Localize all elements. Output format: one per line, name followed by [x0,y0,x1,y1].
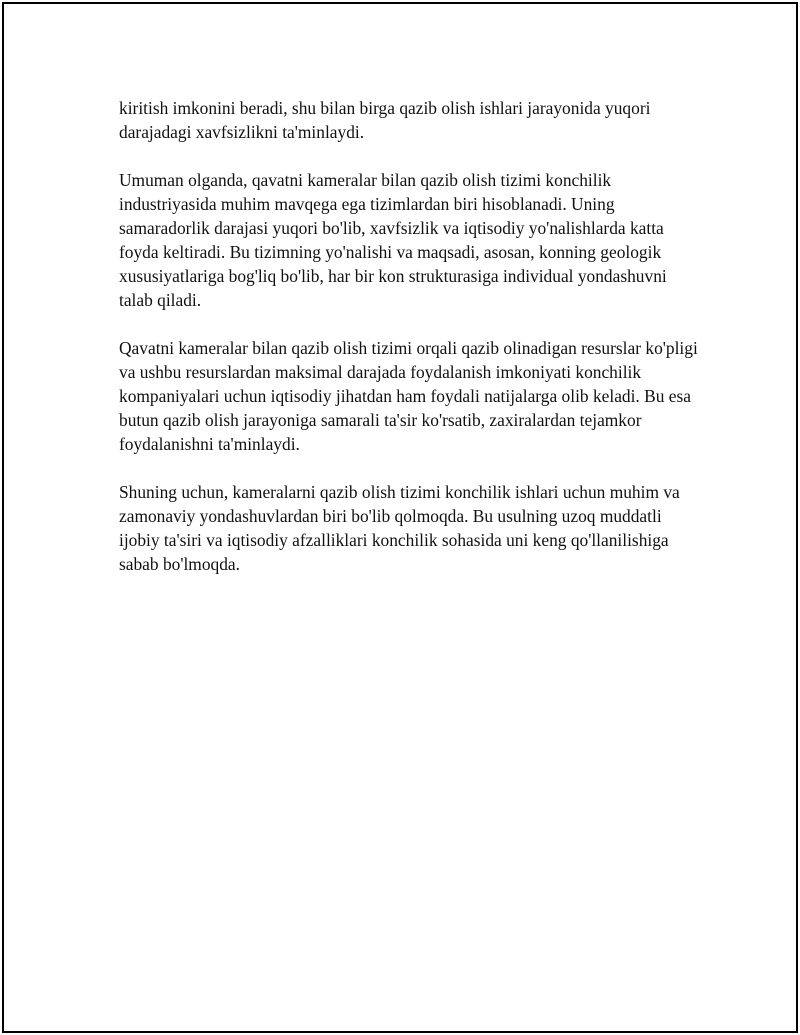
page-frame [2,2,798,1033]
paragraph-1: kiritish imkonini beradi, shu bilan birga qazib olish ishlari jarayonida yuqori darajadagi xavfsizlikni ta'minlaydi. [119,98,651,142]
paragraph-4: Shuning uchun, kameralarni qazib olish tizimi konchilik ishlari uchun muhim va zamonaviy yondashuvlardan biri bo'lib qolmoqda. Bu usulning uzoq muddatli ijobiy ta'siri va iqtisodiy afzalliklari konchilik sohasida uni keng qo'llanilishiga sabab bo'lmoqda. [119,482,680,574]
paragraph-2: Umuman olganda, qavatni kameralar bilan qazib olish tizimi konchilik industriyasida muhim mavqega ega tizimlardan biri hisoblanadi. Uning samaradorlik darajasi yuqori bo'lib, xavfsizlik va iqtisodiy yo'nalishlarda katta foyda keltiradi. Bu tizimning yo'nalishi va maqsadi, asosan, konning geologik xususiyatlariga bog'liq bo'lib, har bir kon strukturasiga individual yondashuvni talab qiladi. [119,170,667,310]
document-body [119,96,699,600]
paragraph-3: Qavatni kameralar bilan qazib olish tizimi orqali qazib olinadigan resurslar ko'pligi va ushbu resurslardan maksimal darajada foydalanish imkoniyati konchilik kompaniyalari uchun iqtisodiy jihatdan ham foydali natijalarga olib keladi. Bu esa butun qazib olish jarayoniga samarali ta'sir ko'rsatib, zaxiralardan tejamkor foydalanishni ta'minlaydi. [119,338,698,454]
